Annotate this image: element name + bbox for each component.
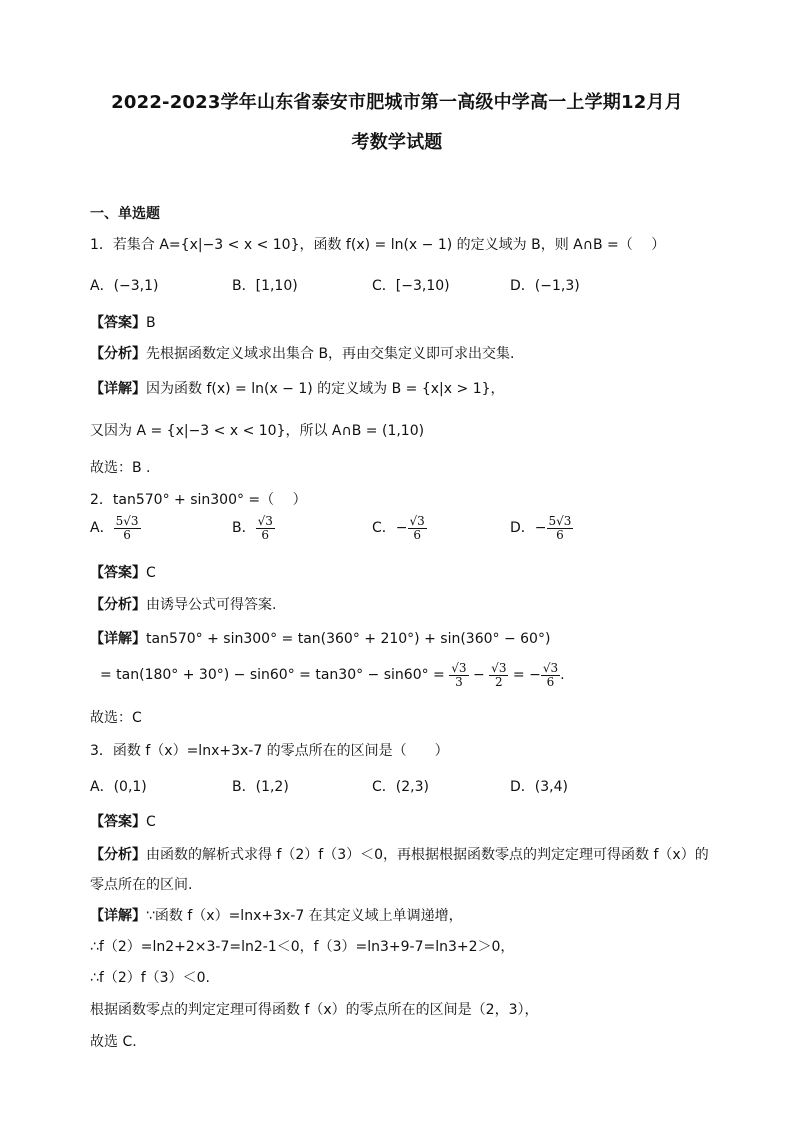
q3-analysis-2: 零点所在的区间. xyxy=(90,877,193,893)
fraction-numerator: √3 xyxy=(257,514,273,528)
answer-label: 【答案】 xyxy=(90,814,146,830)
q1-analysis-row xyxy=(90,343,515,363)
q1-detail-row xyxy=(90,378,505,398)
q1-conclusion: 故选：B . xyxy=(90,460,151,476)
fraction-denominator: 3 xyxy=(455,674,463,689)
q3-answer-row xyxy=(90,811,156,831)
q2-detail-2: = tan(180° + 30°) − sin60° = tan30° − sin60° = xyxy=(100,667,445,684)
q1-option-b: B．[1,10) xyxy=(232,278,298,294)
fraction-numerator: √3 xyxy=(542,661,559,675)
q1-detail-1: 因为函数 f(x) = ln(x − 1) 的定义域为 B = {x|x > 1}， xyxy=(146,381,505,397)
fraction-denominator: 6 xyxy=(556,527,564,542)
q2-detail-fraction-2 xyxy=(489,662,508,688)
q3-detail-row xyxy=(90,905,463,925)
q2-option-a-fraction xyxy=(114,515,141,541)
analysis-label: 【分析】 xyxy=(90,597,146,613)
q3-option-a: A．(0,1) xyxy=(90,779,147,795)
q3-analysis-row xyxy=(90,844,709,864)
q1-option-a: A．(−3,1) xyxy=(90,278,159,294)
q3-analysis-1: 由函数的解析式求得 f（2）f（3）＜0，再根据根据函数零点的判定定理可得函数 f（x）的 xyxy=(146,847,709,863)
q1-answer-row xyxy=(90,312,156,332)
q1-analysis: 先根据函数定义域求出集合 B，再由交集定义即可求出交集. xyxy=(146,346,515,362)
doc-title-line2: 考数学试题 xyxy=(351,132,443,153)
fraction-numerator: 5√3 xyxy=(548,514,572,528)
fraction-denominator: 6 xyxy=(123,527,131,542)
q1-detail-2: 又因为 A = {x|−3 < x < 10}，所以 A∩B = (1,10) xyxy=(90,423,425,439)
q2-option-b xyxy=(232,515,275,541)
fraction-denominator: 6 xyxy=(261,527,270,542)
fraction-denominator: 6 xyxy=(413,527,421,542)
q2-option-c-fraction xyxy=(408,515,427,541)
q2-option-a-prefix: A． xyxy=(90,520,114,537)
q2-detail-2-row xyxy=(100,662,565,688)
minus-sign: − xyxy=(468,667,490,684)
fraction-denominator: 6 xyxy=(546,674,555,689)
fraction-numerator: √3 xyxy=(451,661,467,675)
detail-label: 【详解】 xyxy=(90,908,146,924)
q2-option-d-fraction xyxy=(547,515,574,541)
q3-option-d: D．(3,4) xyxy=(510,779,568,795)
equals-minus: = − xyxy=(508,667,541,684)
q2-option-c xyxy=(372,515,427,541)
answer-label: 【答案】 xyxy=(90,315,146,331)
q2-detail-1: tan570° + sin300° = tan(360° + 210°) + sin(360° − 60°) xyxy=(146,631,551,647)
section-heading: 一、单选题 xyxy=(90,206,160,222)
q2-analysis: 由诱导公式可得答案. xyxy=(146,597,277,613)
q2-conclusion: 故选：C xyxy=(90,710,142,726)
q3-answer: C xyxy=(146,814,156,830)
q3-conclusion: 故选 C. xyxy=(90,1034,137,1050)
q1-option-d: D．(−1,3) xyxy=(510,278,580,294)
q2-option-b-prefix: B． xyxy=(232,520,256,537)
fraction-numerator: 5√3 xyxy=(115,514,139,528)
answer-label: 【答案】 xyxy=(90,565,146,581)
fraction-numerator: √3 xyxy=(409,514,425,528)
q3-detail-4: 根据函数零点的判定定理可得函数 f（x）的零点所在的区间是（2，3）， xyxy=(90,1002,539,1018)
fraction-denominator: 2 xyxy=(494,674,503,689)
q2-stem: 2．tan570° + sin300° =（ ） xyxy=(90,492,307,508)
q3-detail-2: ∴f（2）=ln2+2×3-7=ln2-1＜0，f（3）=ln3+9-7=ln3+2＞0， xyxy=(90,939,515,955)
q2-detail-fraction-1 xyxy=(449,662,468,688)
doc-title-line1: 2022-2023学年山东省泰安市肥城市第一高级中学高一上学期12月月 xyxy=(111,92,683,113)
q3-detail-1: ∵函数 f（x）=lnx+3x-7 在其定义域上单调递增， xyxy=(146,908,463,924)
q3-stem: 3．函数 f（x）=lnx+3x-7 的零点所在的区间是（ ） xyxy=(90,743,449,759)
q2-answer: C xyxy=(146,565,156,581)
q3-option-b: B．(1,2) xyxy=(232,779,289,795)
detail-label: 【详解】 xyxy=(90,381,146,397)
q2-answer-row xyxy=(90,562,156,582)
q2-option-b-fraction xyxy=(256,515,275,541)
period: . xyxy=(560,667,565,684)
q1-answer: B xyxy=(146,315,156,331)
q3-detail-3: ∴f（2）f（3）＜0. xyxy=(90,970,210,986)
q1-stem: 1．若集合 A={x|−3 < x < 10}，函数 f(x) = ln(x − 1) 的定义域为 B，则 A∩B =（ ） xyxy=(90,237,666,253)
analysis-label: 【分析】 xyxy=(90,847,146,863)
q1-option-c: C．[−3,10) xyxy=(372,278,450,294)
q3-option-c: C．(2,3) xyxy=(372,779,429,795)
q2-option-d-prefix: D．− xyxy=(510,520,547,537)
q2-option-c-prefix: C．− xyxy=(372,520,408,537)
q2-detail-fraction-3 xyxy=(541,662,560,688)
q2-analysis-row xyxy=(90,594,276,614)
q2-option-d xyxy=(510,515,573,541)
fraction-numerator: √3 xyxy=(491,661,507,675)
q2-option-a xyxy=(90,515,141,541)
analysis-label: 【分析】 xyxy=(90,346,146,362)
detail-label: 【详解】 xyxy=(90,631,146,647)
q2-detail-row xyxy=(90,628,550,648)
